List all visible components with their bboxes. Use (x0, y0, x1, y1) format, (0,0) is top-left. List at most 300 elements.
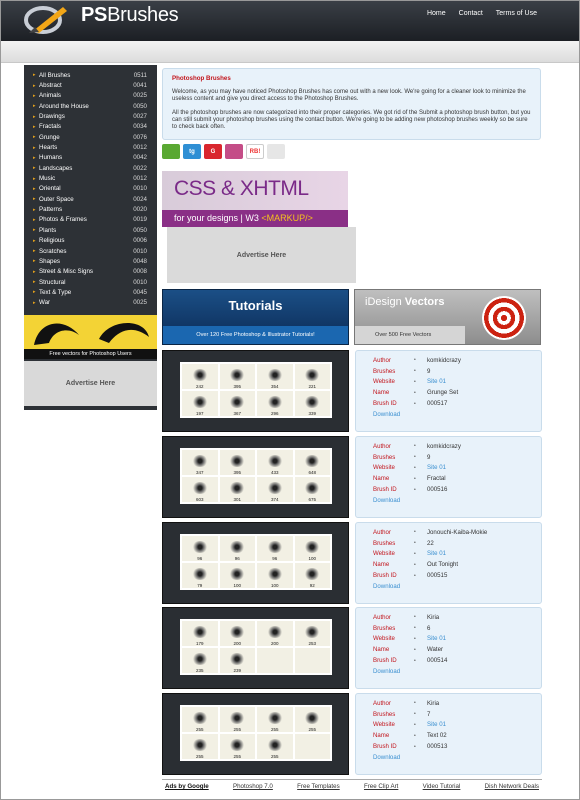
info-row-brush-id (373, 655, 541, 666)
category-name: Drawings (39, 113, 65, 121)
sidebar-category[interactable] (24, 277, 157, 287)
brush-size: 255 (270, 727, 279, 732)
brush-size: 239 (233, 668, 241, 673)
brush-thumbnail (182, 621, 218, 646)
brush-thumbnail (182, 563, 218, 588)
info-value-name: Grunge Set (427, 389, 459, 397)
bullet-icon: ▸ (33, 216, 36, 223)
brush-preview[interactable] (162, 693, 349, 775)
bullet-icon: ▸ (33, 82, 36, 89)
category-count: 0019 (133, 216, 147, 224)
css-banner-title: CSS & XHTML (174, 177, 309, 200)
footer-link-photoshop[interactable]: Photoshop 7.0 (232, 783, 273, 790)
category-count: 0045 (133, 288, 147, 296)
brush-thumbnail (220, 364, 256, 389)
info-value-name: Text 02 (427, 732, 447, 740)
brush-thumbnail (182, 364, 218, 389)
info-value-website[interactable]: Site 01 (427, 378, 446, 386)
sidebar-category[interactable] (24, 225, 157, 235)
info-bullet: • (414, 657, 416, 664)
bullet-icon: ▸ (33, 185, 36, 192)
footer-link-clipart[interactable]: Free Clip Art (363, 783, 399, 790)
brush-thumbnail (295, 391, 331, 416)
info-bullet: • (414, 378, 416, 385)
brush-thumbnail (182, 648, 218, 673)
info-value-brushes: 6 (427, 624, 431, 632)
info-value-website[interactable]: Site 01 (427, 635, 446, 643)
brush-size: 255 (233, 727, 241, 732)
footer-link-templates[interactable]: Free Templates (297, 783, 340, 790)
brush-info-card (355, 522, 542, 604)
brush-thumbnail (182, 707, 218, 732)
brush-thumbnail (257, 450, 293, 475)
bullet-icon: ▸ (33, 196, 36, 203)
category-count: 0024 (133, 195, 147, 203)
info-row-brushes (373, 623, 541, 634)
info-label: Brush ID (373, 657, 397, 665)
info-value-brush-id: 000516 (427, 486, 448, 494)
ads-by-google[interactable]: Ads by Google (165, 783, 209, 790)
site-header (1, 1, 579, 41)
info-bullet: • (414, 721, 416, 728)
category-name: All Brushes (39, 71, 71, 79)
bullet-icon: ▸ (33, 237, 36, 244)
info-bullet: • (414, 572, 416, 579)
brush-item (162, 522, 542, 604)
bullet-icon: ▸ (33, 258, 36, 265)
vectors-banner[interactable] (354, 289, 541, 345)
category-name: Fractals (39, 123, 62, 131)
sidebar-category[interactable] (24, 122, 157, 132)
intro-paragraph-2: All the photoshop brushes are now categorized into their proper categories. We got rid of the Submit a photoshop brush button, but you can still submit your photoshop brushes using the contact button. We're going to be adding new photoshop brushes weekly so be sure to check back often. (172, 109, 531, 131)
heart-icon[interactable] (225, 144, 243, 159)
download-link[interactable]: Download (373, 582, 401, 590)
bullet-icon: ▸ (33, 206, 36, 213)
rb-icon[interactable]: RB! (246, 144, 264, 159)
category-count: 0034 (133, 123, 147, 131)
category-name: Religious (39, 237, 65, 245)
bullet-icon: ▸ (33, 103, 36, 110)
bullet-icon: ▸ (33, 248, 36, 255)
bullet-icon: ▸ (33, 113, 36, 120)
brush-size: 100 (233, 583, 241, 588)
top-nav (427, 10, 537, 17)
tg-icon[interactable]: tg (183, 144, 201, 159)
brush-size: 235 (195, 668, 204, 673)
bullet-icon: ▸ (33, 123, 36, 130)
brush-info-card (355, 436, 542, 518)
info-bullet: • (414, 711, 416, 718)
brush-info-card (355, 350, 542, 432)
brush-thumbnail (257, 391, 293, 416)
footer-link-dish[interactable]: Dish Network Deals (484, 783, 539, 790)
sidebar-category[interactable] (24, 91, 157, 101)
intro-title: Photoshop Brushes (172, 75, 231, 82)
bullet-icon: ▸ (33, 154, 36, 161)
brush-size: 200 (270, 641, 279, 646)
brush-size: 603 (195, 497, 204, 502)
info-bullet: • (414, 529, 416, 536)
brush-thumbnail (182, 734, 218, 759)
brush-item (162, 607, 542, 689)
brush-thumbnail (295, 621, 331, 646)
category-name: Photos & Frames (39, 216, 87, 224)
category-count: 0050 (133, 102, 147, 110)
info-row-website (373, 549, 541, 560)
brush-thumbnail (257, 621, 293, 646)
category-name: Street & Misc Signs (39, 268, 93, 276)
info-row-name (373, 387, 541, 398)
brush-info-card (355, 693, 542, 775)
sidebar-category[interactable] (24, 267, 157, 277)
sidebar-category[interactable] (24, 246, 157, 256)
sidebar-category[interactable] (24, 132, 157, 142)
brush-thumbnail (182, 477, 218, 502)
category-name: Around the House (39, 102, 89, 110)
brush-logo-icon[interactable] (23, 5, 69, 35)
brush-size: 96 (272, 556, 278, 561)
sidebar-category[interactable] (24, 204, 157, 214)
leaf-icon[interactable] (162, 144, 180, 159)
nav-contact[interactable]: Contact (458, 10, 483, 17)
sidebar-category[interactable] (24, 70, 157, 80)
info-value-author: Kiria (427, 613, 440, 621)
info-bullet: • (414, 540, 416, 547)
category-sidebar (24, 65, 157, 410)
info-bullet: • (414, 443, 416, 450)
brush-size: 179 (195, 641, 204, 646)
info-label: Website (373, 378, 395, 386)
info-bullet: • (414, 475, 416, 482)
brush-size: 100 (270, 583, 279, 588)
side-banner-caption: Free vectors for Photoshop Users (24, 349, 157, 359)
horse-eagle-icon (24, 315, 157, 349)
brush-thumbnail (220, 648, 256, 673)
brush-thumbnail (257, 563, 293, 588)
category-name: Plants (39, 226, 57, 234)
brush-thumbnail (220, 563, 256, 588)
brush-size: 395 (233, 384, 241, 389)
info-label: Brush ID (373, 572, 397, 580)
bullet-icon: ▸ (33, 165, 36, 172)
bullet-icon: ▸ (33, 175, 36, 182)
info-bullet: • (414, 700, 416, 707)
info-label: Author (373, 699, 391, 707)
info-row-brushes (373, 538, 541, 549)
info-value-author: Jonouchi-Kaiba-Mokie (427, 528, 488, 536)
category-count: 0027 (133, 113, 147, 121)
info-value-author: komkidcrazy (427, 442, 461, 450)
sidebar-category[interactable] (24, 298, 157, 308)
download-link[interactable]: Download (373, 410, 401, 418)
info-row-author (373, 527, 541, 538)
footer-link-video[interactable]: Video Tutorial (422, 783, 461, 790)
info-row-name (373, 559, 541, 570)
info-bullet: • (414, 646, 416, 653)
sidebar-category[interactable] (24, 173, 157, 183)
category-count: 0010 (133, 185, 147, 193)
category-count: 0012 (133, 175, 147, 183)
brush-size: 648 (308, 470, 316, 475)
social-bookmarks (162, 144, 285, 159)
download-link[interactable]: Download (373, 667, 401, 675)
target-icon (482, 296, 526, 340)
intro-box (162, 68, 541, 140)
info-label: Brushes (373, 367, 396, 375)
info-row-name (373, 644, 541, 655)
bullet-icon: ▸ (33, 92, 36, 99)
download-link[interactable]: Download (373, 753, 401, 761)
brush-preview[interactable] (162, 436, 349, 518)
info-row-name (373, 730, 541, 741)
info-row-brush-id (373, 484, 541, 495)
info-value-brushes: 7 (427, 710, 431, 718)
brush-size: 433 (270, 470, 279, 475)
category-count: 0025 (133, 299, 147, 307)
info-row-brushes (373, 452, 541, 463)
vectors-title: iDesign Vectors (365, 296, 445, 308)
brush-thumbnail (182, 536, 218, 561)
info-label: Author (373, 528, 391, 536)
brush-size: 255 (233, 754, 241, 759)
info-bullet: • (414, 486, 416, 493)
bullet-icon: ▸ (33, 279, 36, 286)
category-count: 0048 (133, 257, 147, 265)
category-count: 0076 (133, 133, 147, 141)
info-label: Website (373, 550, 395, 558)
sidebar-category[interactable] (24, 153, 157, 163)
brush-info-card (355, 607, 542, 689)
info-label: Brushes (373, 453, 396, 461)
css-xhtml-banner[interactable] (162, 171, 348, 227)
info-value-website[interactable]: Site 01 (427, 721, 446, 729)
info-label: Name (373, 561, 390, 569)
sidebar-category[interactable] (24, 194, 157, 204)
category-count: 0006 (133, 237, 147, 245)
sidebar-category[interactable] (24, 236, 157, 246)
category-count: 0511 (133, 71, 147, 79)
brush-size: 100 (308, 556, 316, 561)
info-label: Brushes (373, 539, 396, 547)
brush-thumbnail (220, 450, 256, 475)
category-name: Oriental (39, 185, 61, 193)
info-label: Brushes (373, 624, 396, 632)
info-bullet: • (414, 454, 416, 461)
sidebar-category[interactable] (24, 111, 157, 121)
info-value-name: Water (427, 646, 444, 654)
info-label: Website (373, 721, 395, 729)
category-count: 0050 (133, 226, 147, 234)
sidebar-category[interactable] (24, 142, 157, 152)
brush-thumbnail (220, 391, 256, 416)
info-bullet: • (414, 561, 416, 568)
brush-size: 242 (195, 384, 204, 389)
sidebar-category[interactable] (24, 215, 157, 225)
brush-size: 79 (197, 583, 203, 588)
sidebar-category[interactable] (24, 163, 157, 173)
brush-thumbnail (220, 477, 256, 502)
sidebar-category[interactable] (24, 287, 157, 297)
info-row-website (373, 720, 541, 731)
info-bullet: • (414, 732, 416, 739)
category-list (24, 65, 157, 308)
brush-thumbnail (182, 391, 218, 416)
brush-size: 354 (270, 384, 279, 389)
info-label: Website (373, 635, 395, 643)
brush-size: 255 (308, 727, 316, 732)
category-count: 0020 (133, 206, 147, 214)
info-value-author: Kiria (427, 699, 440, 707)
brush-thumbnail (295, 648, 331, 673)
category-count: 0008 (133, 268, 147, 276)
brush-size: 395 (233, 470, 241, 475)
info-row-author (373, 612, 541, 623)
brush-size: 339 (308, 411, 316, 416)
category-count: 0010 (133, 278, 147, 286)
info-label: Name (373, 389, 390, 397)
brush-size: 197 (195, 411, 204, 416)
sidebar-advertise[interactable]: Advertise Here (24, 361, 157, 406)
brush-size: 253 (308, 641, 316, 646)
info-value-brushes: 9 (427, 453, 431, 461)
brush-size: 296 (270, 411, 279, 416)
brush-size: 200 (233, 641, 241, 646)
blank-icon[interactable] (267, 144, 285, 159)
category-name: Abstract (39, 82, 62, 90)
info-row-website (373, 377, 541, 388)
g-icon[interactable]: G (204, 144, 222, 159)
category-count: 0010 (133, 247, 147, 255)
brush-thumbnail (182, 450, 218, 475)
info-value-brush-id: 000515 (427, 572, 448, 580)
bullet-icon: ▸ (33, 144, 36, 151)
info-value-brush-id: 000517 (427, 400, 448, 408)
footer-links (162, 779, 542, 793)
category-name: Text & Type (39, 288, 72, 296)
category-count: 0041 (133, 82, 147, 90)
download-link[interactable]: Download (373, 496, 401, 504)
category-name: Scratches (39, 247, 67, 255)
info-row-author (373, 355, 541, 366)
vectors-sub: Over 500 Free Vectors (355, 326, 465, 344)
main-advertise[interactable]: Advertise Here (167, 227, 356, 283)
category-count: 0042 (133, 154, 147, 162)
bullet-icon: ▸ (33, 299, 36, 306)
brush-size: 367 (233, 411, 241, 416)
brush-thumbnail (295, 364, 331, 389)
brush-thumbnail (257, 364, 293, 389)
info-value-website[interactable]: Site 01 (427, 464, 446, 472)
info-row-author (373, 698, 541, 709)
tutorials-banner[interactable] (162, 289, 349, 345)
info-bullet: • (414, 614, 416, 621)
brush-preview[interactable] (162, 522, 349, 604)
vectors-side-banner[interactable] (24, 315, 157, 359)
info-value-brush-id: 000514 (427, 657, 448, 665)
category-count: 0022 (133, 164, 147, 172)
bullet-icon: ▸ (33, 134, 36, 141)
info-bullet: • (414, 464, 416, 471)
sidebar-category[interactable] (24, 184, 157, 194)
info-bullet: • (414, 389, 416, 396)
info-value-name: Fractal (427, 475, 446, 483)
brush-size: 255 (195, 754, 204, 759)
brush-thumbnail (257, 536, 293, 561)
info-value-brushes: 9 (427, 367, 431, 375)
info-value-author: komkidcrazy (427, 356, 461, 364)
brush-size: 374 (270, 497, 279, 502)
bullet-icon: ▸ (33, 268, 36, 275)
brush-thumbnail (257, 707, 293, 732)
brush-thumbnail (295, 734, 331, 759)
brush-thumbnail (220, 536, 256, 561)
info-row-website (373, 634, 541, 645)
info-value-website[interactable]: Site 01 (427, 550, 446, 558)
brush-preview[interactable] (162, 607, 349, 689)
category-name: Hearts (39, 144, 58, 152)
category-name: War (39, 299, 51, 307)
brush-size: 92 (309, 583, 315, 588)
category-name: Music (39, 175, 56, 183)
info-bullet: • (414, 400, 416, 407)
sidebar-category[interactable] (24, 80, 157, 90)
brush-thumbnail (220, 707, 256, 732)
info-bullet: • (414, 625, 416, 632)
brush-size: 255 (195, 727, 204, 732)
brush-preview[interactable] (162, 350, 349, 432)
sidebar-category[interactable] (24, 101, 157, 111)
info-bullet: • (414, 368, 416, 375)
brush-thumbnail (220, 734, 256, 759)
bullet-icon: ▸ (33, 227, 36, 234)
category-name: Animals (39, 92, 62, 100)
brush-thumbnail (257, 734, 293, 759)
nav-home[interactable]: Home (426, 10, 446, 17)
info-bullet: • (414, 357, 416, 364)
category-name: Outer Space (39, 195, 74, 203)
brush-size: 255 (270, 754, 279, 759)
info-label: Name (373, 732, 390, 740)
sidebar-category[interactable] (24, 256, 157, 266)
info-label: Brush ID (373, 743, 397, 751)
category-count: 0012 (133, 144, 147, 152)
info-bullet: • (414, 550, 416, 557)
tutorials-sub: Over 120 Free Photoshop & Illustrator Tutorials! (163, 326, 348, 344)
info-value-name: Out Tonight (427, 561, 459, 569)
info-row-author (373, 441, 541, 452)
info-label: Brush ID (373, 400, 397, 408)
css-banner-sub: for your designs | W3 <MARKUP/> (162, 210, 348, 227)
category-name: Structural (39, 278, 66, 286)
info-label: Brush ID (373, 486, 397, 494)
site-logo-text[interactable]: PSBrushes (81, 4, 179, 26)
bullet-icon: ▸ (33, 72, 36, 79)
brush-item (162, 350, 542, 432)
tutorials-title: Tutorials (228, 298, 283, 313)
info-label: Name (373, 475, 390, 483)
info-label: Author (373, 356, 391, 364)
brush-size: 221 (308, 384, 316, 389)
brush-size: 96 (234, 556, 240, 561)
category-name: Humans (39, 154, 63, 162)
brush-thumbnail (295, 563, 331, 588)
nav-terms[interactable]: Terms of Use (495, 10, 537, 17)
brush-item (162, 693, 542, 775)
info-row-website (373, 463, 541, 474)
brush-size: 347 (195, 470, 204, 475)
info-label: Author (373, 442, 391, 450)
info-row-brushes (373, 366, 541, 377)
